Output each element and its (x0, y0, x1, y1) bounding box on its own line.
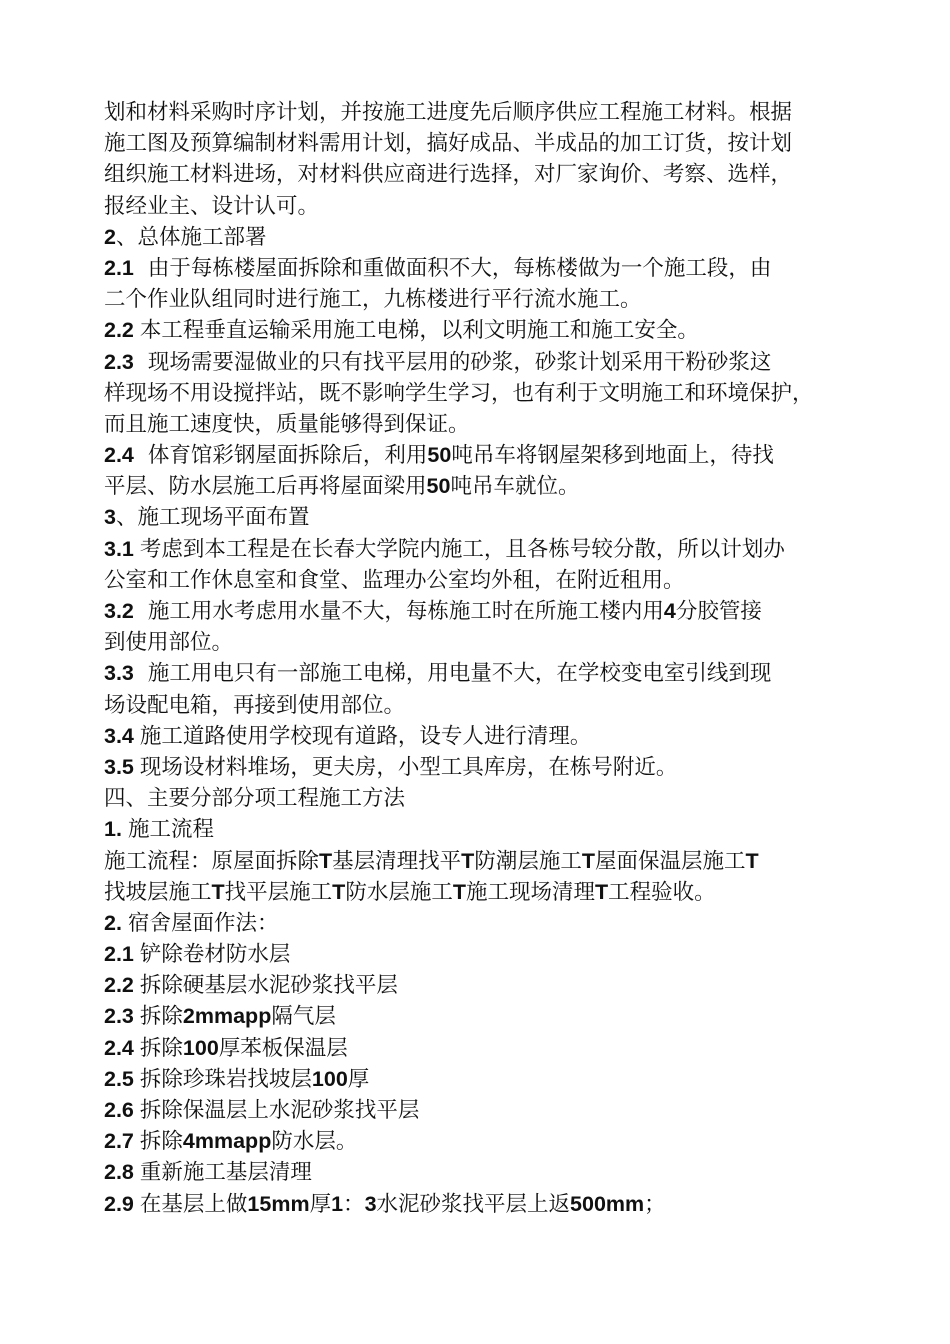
text-line: 到使用部位。 (104, 630, 234, 656)
text-line: 2.7 拆除4mmapp防水层。 (104, 1129, 358, 1155)
text-line: 2.2 拆除硬基层水泥砂浆找平层 (104, 973, 398, 999)
text-line: 3.4 施工道路使用学校现有道路，设专人进行清理。 (104, 723, 592, 749)
text-line: 报经业主、设计认可。 (104, 193, 320, 219)
text-line: 施工流程：原屋面拆除T基层清理找平T防潮层施工T屋面保温层施工T (104, 848, 759, 874)
text-line: 3.1 考虑到本工程是在长春大学院内施工，且各栋号较分散，所以计划办 (104, 536, 785, 562)
text-line: 施工图及预算编制材料需用计划，搞好成品、半成品的加工订货，按计划 (104, 131, 793, 157)
text-line: 2.6 拆除保温层上水泥砂浆找平层 (104, 1098, 420, 1123)
text-line: 3.5 现场设材料堆场，更夫房，小型工具库房，在栋号附近。 (104, 754, 678, 780)
text-line: 2. 宿舍屋面作法： (104, 910, 279, 936)
text-line: 2.1 铲除卷材防水层 (104, 942, 291, 968)
text-line: 2.4 拆除100厚苯板保温层 (104, 1035, 348, 1061)
text-line: 组织施工材料进场，对材料供应商进行选择，对厂家询价、考察、选样， (104, 162, 793, 188)
text-line: 四、主要分部分项工程施工方法 (104, 786, 406, 812)
text-line: 2.9 在基层上做15mm厚1：3水泥砂浆找平层上返500mm； (104, 1191, 666, 1217)
text-line: 1. 施工流程 (104, 817, 214, 843)
text-line: 2、总体施工部署 (104, 224, 267, 250)
text-line: 2.1 由于每栋楼屋面拆除和重做面积不大，每栋楼做为一个施工段，由 (104, 255, 772, 281)
text-line: 3.3 施工用电只有一部施工电梯，用电量不大，在学校变电室引线到现 (104, 661, 772, 687)
text-line: 3.2 施工用水考虑用水量不大，每栋施工时在所施工楼内用4分胶管接 (104, 599, 762, 624)
text-line: 2.5 拆除珍珠岩找坡层100厚 (104, 1066, 370, 1092)
text-line: 找坡层施工T找平层施工T防水层施工T施工现场清理T工程验收。 (104, 879, 716, 905)
text-line: 二个作业队组同时进行施工，九栋楼进行平行流水施工。 (104, 287, 642, 313)
text-line: 划和材料采购时序计划，并按施工进度先后顺序供应工程施工材料。根据 (104, 100, 793, 125)
text-line: 2.4 体育馆彩钢屋面拆除后，利用50吨吊车将钢屋架移到地面上，待找 (104, 443, 774, 469)
text-line: 而且施工速度快，质量能够得到保证。 (104, 411, 470, 437)
text-line: 平层、防水层施工后再将屋面梁用50吨吊车就位。 (104, 474, 580, 500)
text-line: 2.3 拆除2mmapp隔气层 (104, 1004, 336, 1030)
text-line: 样现场不用设搅拌站，既不影响学生学习，也有利于文明施工和环境保护， (104, 380, 814, 406)
text-line: 2.2 本工程垂直运输采用施工电梯，以利文明施工和施工安全。 (104, 318, 699, 344)
document-body (104, 97, 864, 1220)
text-line: 场设配电箱，再接到使用部位。 (104, 692, 406, 718)
text-line: 公室和工作休息室和食堂、监理办公室均外租，在附近租用。 (104, 567, 685, 593)
text-line: 3、施工现场平面布置 (104, 505, 310, 531)
text-line: 2.8 重新施工基层清理 (104, 1160, 312, 1186)
text-line: 2.3 现场需要湿做业的只有找平层用的砂浆，砂浆计划采用干粉砂浆这 (104, 349, 772, 375)
